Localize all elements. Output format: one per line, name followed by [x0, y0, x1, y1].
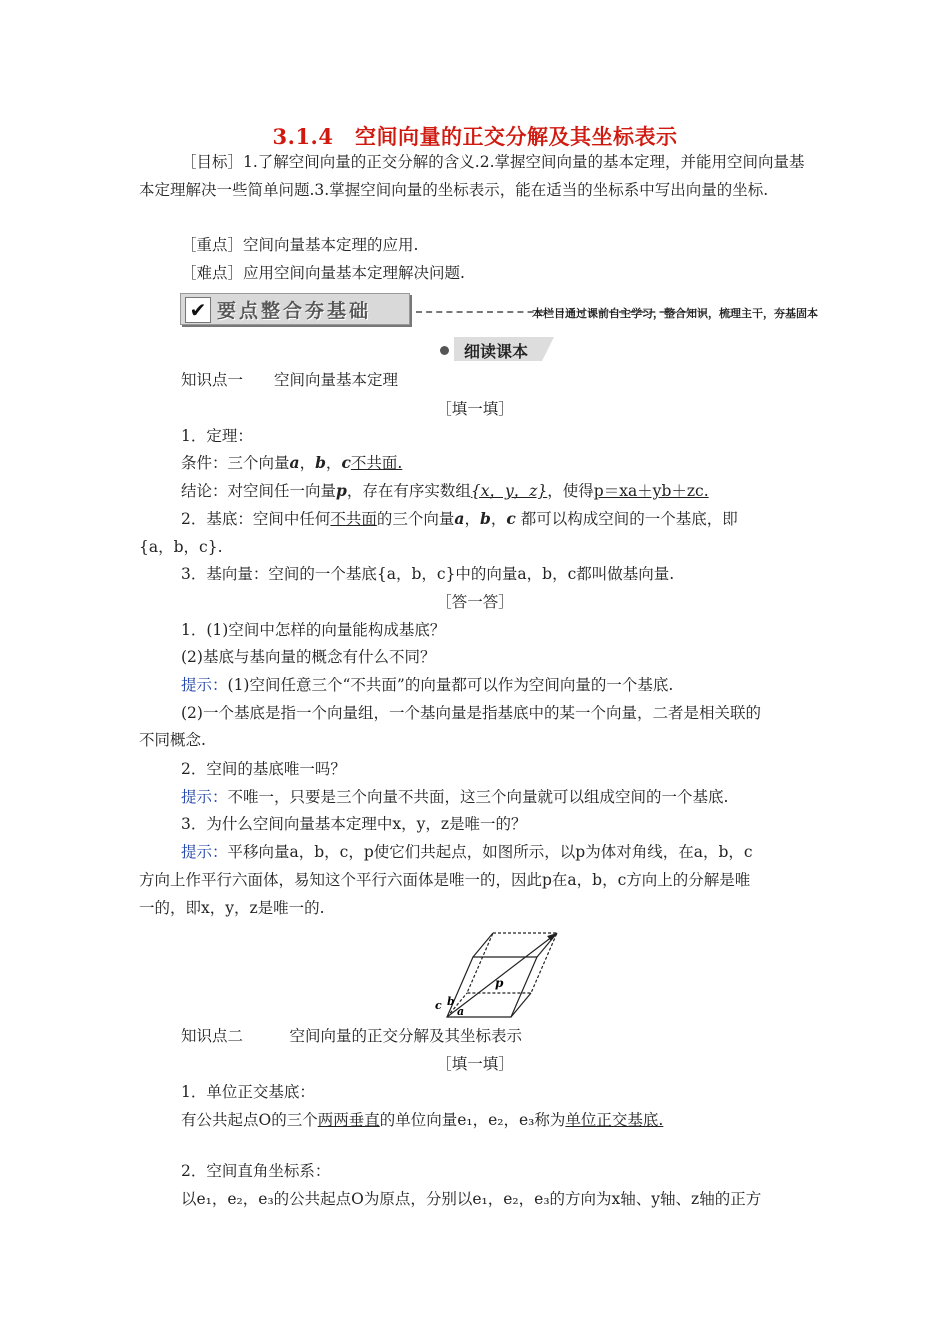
- k1-q1b: (2)基底与基向量的概念有什么不同？: [181, 648, 436, 666]
- concl-pre: 结论：对空间任一向量: [181, 482, 337, 500]
- key-point: ［重点］空间向量基本定理的应用.: [181, 236, 419, 254]
- subheading-text: 细读课本: [464, 342, 529, 361]
- banner-label: 要点整合夯基础: [217, 300, 372, 322]
- t1b-mid: 的单位向量e₁，e₂，e₃称为: [379, 1111, 566, 1129]
- hint-label: 提示：: [181, 676, 228, 694]
- k1-h2: [181, 786, 728, 808]
- k1-q1a: 1．(1)空间中怎样的向量能构成基底？: [181, 621, 446, 639]
- k1-q2: 2．空间的基底唯一吗？: [181, 760, 346, 778]
- t2-answer: 不共面: [330, 510, 377, 528]
- goal-paragraph: ［目标］1.了解空间向量的正交分解的含义.2.掌握空间向量的基本定理，并能用空间向量基本定理解决一些简单问题.3.掌握空间向量的坐标表示，能在适当的坐标系中写出向量的坐标.: [139, 153, 805, 199]
- bullet-icon: [440, 346, 449, 355]
- k1-t2-line2: {a，b，c}.: [139, 538, 223, 556]
- hint-label: 提示：: [181, 843, 228, 861]
- k1-fill-label: ［填一填］: [436, 400, 514, 418]
- concl-end: ，使得: [547, 482, 594, 500]
- cond-pre: 条件：三个向量: [181, 454, 290, 472]
- cond-answer: 不共面.: [350, 454, 403, 472]
- subheading-pill: [430, 337, 558, 363]
- k2-fill-label: ［填一填］: [436, 1055, 514, 1073]
- k1-t2: 2．基底：空间中任何不共面的三个向量a，b，c 都可以构成空间的一个基底，即: [181, 509, 738, 528]
- section-banner: [180, 293, 848, 327]
- k1-h3a: [181, 841, 753, 863]
- t1b-pre: 有公共起点O的三个: [181, 1111, 318, 1129]
- k1-heading: 知识点一 空间向量基本定理: [181, 371, 399, 389]
- concl-mid: ，存在有序实数组: [346, 482, 471, 500]
- label-p: p: [495, 976, 504, 990]
- h1a-text: (1)空间任意三个“不共面”的向量都可以作为空间向量的一个基底.: [227, 676, 674, 694]
- h2-text: 不唯一，只要是三个向量不共面，这三个向量就可以组成空间的一个基底.: [227, 788, 729, 806]
- concl-set: {x，y，z}: [470, 482, 548, 500]
- difficulty-point: ［难点］应用空间向量基本定理解决问题.: [181, 264, 465, 282]
- k1-condition: 条件：三个向量a，b，c不共面.: [181, 453, 403, 472]
- k1-q3: 3．为什么空间向量基本定理中x，y，z是唯一的？: [181, 815, 527, 833]
- concl-equation: p＝xa＋yb＋zc.: [593, 482, 709, 500]
- h3a-text: 平移向量a，b，c，p使它们共起点，如图所示，以p为体对角线，在a，b，c: [227, 843, 753, 861]
- t1b-answer1: 两两垂直: [317, 1111, 380, 1129]
- k1-h3c: 一的，即x，y，z是唯一的.: [139, 899, 325, 917]
- k2-t2b: 以e₁，e₂，e₃的公共起点O为原点，分别以e₁，e₂，e₃的方向为x轴、y轴、z轴的正方: [181, 1190, 762, 1208]
- t2-end: 都可以构成空间的一个基底，即: [520, 510, 738, 528]
- check-icon: ✔: [185, 297, 211, 323]
- k2-heading: 知识点二 空间向量的正交分解及其坐标表示: [181, 1027, 523, 1045]
- k2-t1b: [181, 1109, 663, 1131]
- banner-box: [180, 293, 410, 325]
- t2-post: 的三个向量: [376, 510, 455, 528]
- k1-conclusion: 结论：对空间任一向量p，存在有序实数组{x，y，z}，使得p＝xa＋yb＋zc.: [181, 481, 709, 500]
- t1b-answer2: 单位正交基底.: [565, 1111, 664, 1129]
- k1-h1a: [181, 674, 673, 696]
- label-a: a: [457, 1005, 465, 1018]
- label-b: b: [447, 995, 455, 1008]
- k1-h1b: (2)一个基底是指一个向量组，一个基向量是指基底中的某一个向量，二者是相关联的: [181, 704, 761, 722]
- hint-label: 提示：: [181, 788, 228, 806]
- k1-h1c: 不同概念.: [139, 731, 206, 749]
- k1-t3: 3．基向量：空间的一个基底{a，b，c}中的向量a，b，c都叫做基向量.: [181, 565, 675, 583]
- parallelepiped-figure: [425, 925, 565, 1025]
- label-c: c: [435, 999, 442, 1012]
- k2-t2: 2．空间直角坐标系：: [181, 1162, 331, 1180]
- page-title: 3.1.4 空间向量的正交分解及其坐标表示: [272, 124, 678, 149]
- k2-t1: 1．单位正交基底：: [181, 1083, 315, 1101]
- t2-pre: 2．基底：空间中任何: [181, 510, 331, 528]
- k1-answer-label: ［答一答］: [436, 593, 514, 611]
- k1-t1: 1．定理：: [181, 427, 253, 445]
- k1-h3b: 方向上作平行六面体，易知这个平行六面体是唯一的，因此p在a，b，c方向上的分解是唯: [139, 871, 751, 889]
- banner-note: 本栏目通过课前自主学习，整合知识，梳理主干，夯基固本: [532, 307, 818, 320]
